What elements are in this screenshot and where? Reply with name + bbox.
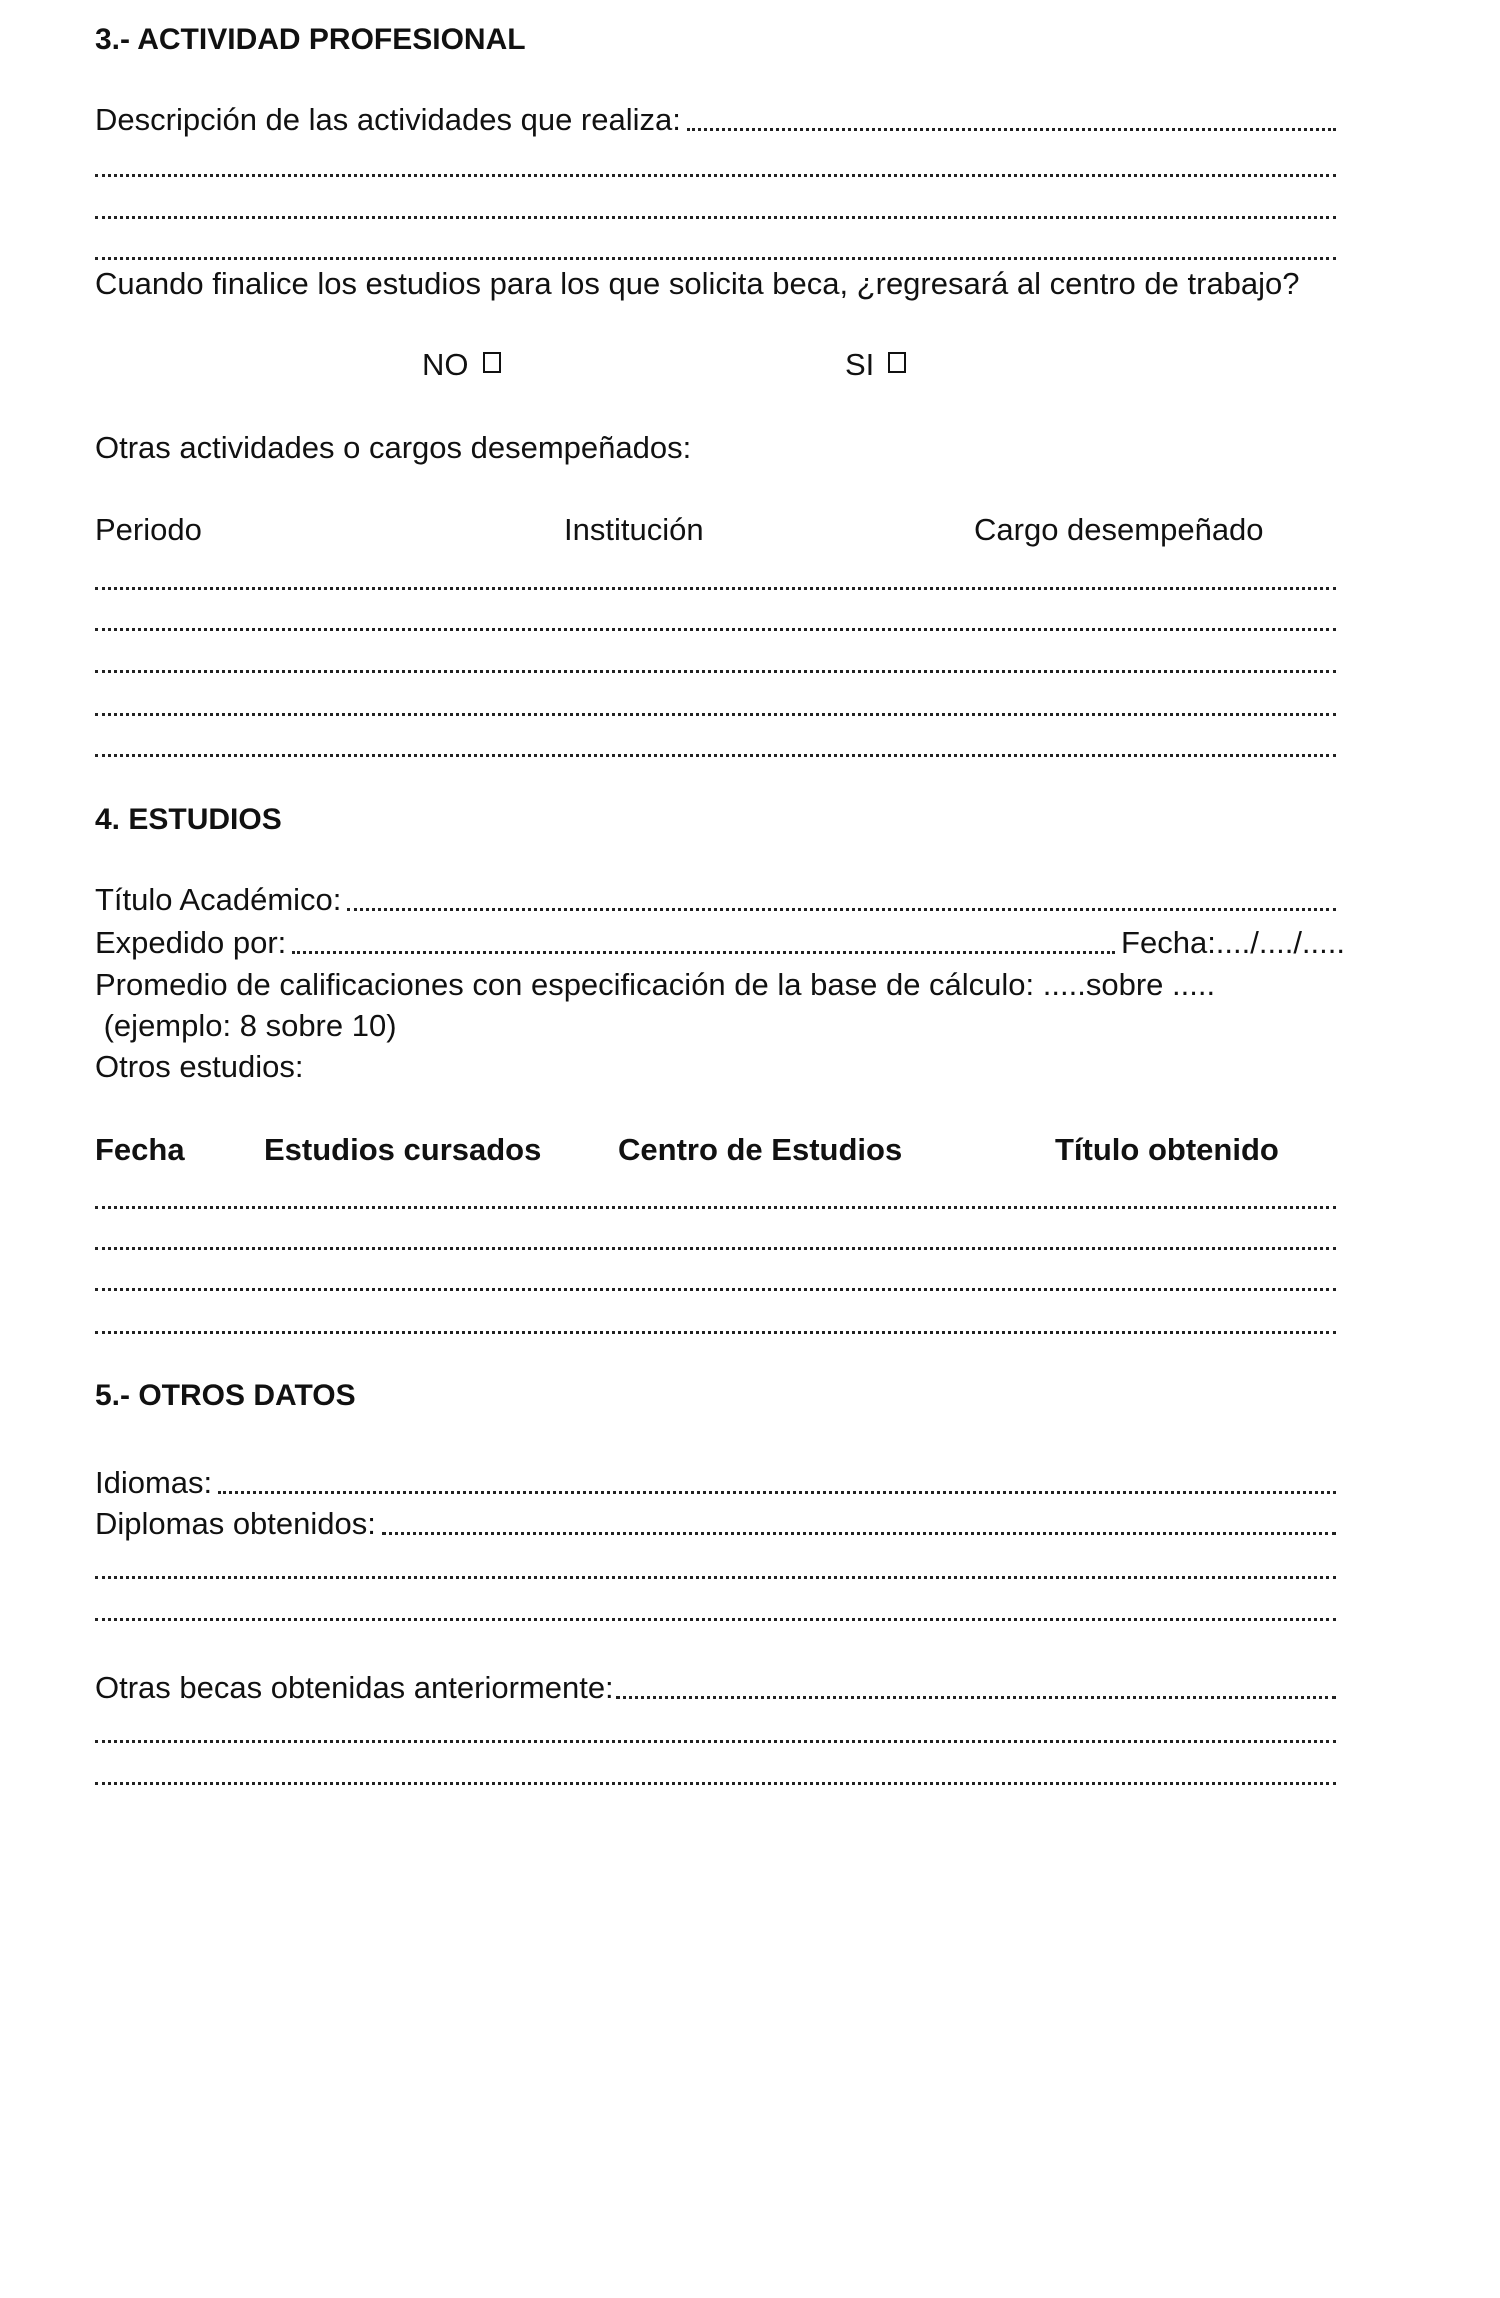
section-4-title: 4. ESTUDIOS xyxy=(95,803,282,836)
checkbox-si[interactable] xyxy=(888,352,906,373)
column-institucion: Institución xyxy=(564,512,704,547)
return-question: Cuando finalice los estudios para los que solicita beca, ¿regresará al centro de trabajo? xyxy=(95,266,1300,301)
activities-row-line[interactable] xyxy=(95,600,1336,640)
titulo-field[interactable]: Título Académico: xyxy=(95,880,1336,920)
column-estudios: Estudios cursados xyxy=(264,1132,542,1167)
description-field[interactable]: Descripción de las actividades que realiza: xyxy=(95,100,1336,140)
diplomas-field[interactable]: Diplomas obtenidos: xyxy=(95,1504,1336,1544)
section-5-title: 5.- OTROS DATOS xyxy=(95,1379,356,1412)
column-fecha: Fecha xyxy=(95,1132,185,1167)
option-no[interactable]: NO xyxy=(422,345,501,385)
activities-row-line[interactable] xyxy=(95,642,1336,682)
diplomas-line[interactable] xyxy=(95,1548,1336,1588)
activities-row-line[interactable] xyxy=(95,685,1336,725)
activities-row-line[interactable] xyxy=(95,726,1336,766)
fecha-field[interactable]: Fecha:..../..../..... xyxy=(1121,925,1345,960)
studies-row-line[interactable] xyxy=(95,1260,1336,1300)
otros-estudios-label: Otros estudios: xyxy=(95,1049,304,1084)
idiomas-field[interactable]: Idiomas: xyxy=(95,1463,1336,1503)
column-titulo: Título obtenido xyxy=(1055,1132,1279,1167)
becas-line[interactable] xyxy=(95,1754,1336,1794)
becas-field[interactable]: Otras becas obtenidas anteriormente: xyxy=(95,1668,1336,1708)
expedido-field[interactable]: Expedido por: Fecha:..../..../..... xyxy=(95,923,1345,963)
option-si[interactable]: SI xyxy=(845,345,906,385)
description-line[interactable] xyxy=(95,229,1336,269)
description-line[interactable] xyxy=(95,146,1336,186)
section-3-title: 3.- ACTIVIDAD PROFESIONAL xyxy=(95,23,526,56)
other-activities-label: Otras actividades o cargos desempeñados: xyxy=(95,430,692,465)
diplomas-line[interactable] xyxy=(95,1590,1336,1630)
activities-row-line[interactable] xyxy=(95,559,1336,599)
checkbox-no[interactable] xyxy=(483,352,501,373)
studies-row-line[interactable] xyxy=(95,1303,1336,1343)
description-line[interactable] xyxy=(95,188,1336,228)
studies-row-line[interactable] xyxy=(95,1178,1336,1218)
promedio-field[interactable]: Promedio de calificaciones con especificación de la base de cálculo: .....sobre ..... xyxy=(95,967,1216,1002)
column-periodo: Periodo xyxy=(95,512,202,547)
column-cargo: Cargo desempeñado xyxy=(974,512,1264,547)
dotted-line[interactable] xyxy=(687,128,1336,131)
becas-line[interactable] xyxy=(95,1712,1336,1752)
column-centro: Centro de Estudios xyxy=(618,1132,903,1167)
promedio-example: (ejemplo: 8 sobre 10) xyxy=(95,1008,397,1043)
studies-row-line[interactable] xyxy=(95,1219,1336,1259)
